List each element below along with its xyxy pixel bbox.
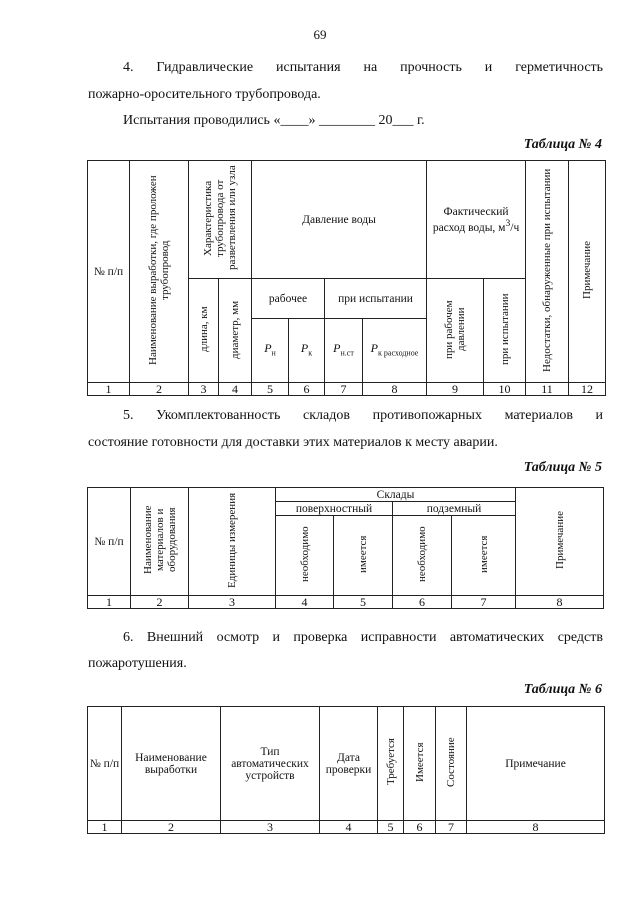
t5-header-underground-available: имеется [452, 516, 516, 596]
t6-header-state: Состояние [436, 707, 467, 821]
section5-line1: 5. Укомплектованность складов противопожарных материалов и [123, 408, 604, 423]
t4-header-p-krash: $P_{к расходное}$ [363, 319, 427, 383]
t4-header-working: рабочее [252, 279, 325, 319]
t6-header-num: № п/п [88, 707, 122, 821]
t5-header-note: Примечание [516, 488, 604, 596]
t6-header-required: Требуется [378, 707, 404, 821]
section4-line1: 4. Гидравлические испытания на прочность и герметичность [123, 60, 604, 75]
table6 [87, 706, 605, 834]
t5-header-surface: поверхностный [276, 502, 393, 516]
t5-header-underground: подземный [393, 502, 516, 516]
t5-header-name: Наименование материалов и оборудования [131, 488, 189, 596]
table5 [87, 487, 604, 609]
page-number: 69 [313, 27, 327, 42]
t5-header-unit: Единицы измерения [189, 488, 276, 596]
t4-header-characteristic: Характеристика трубопровода от разветвления или узла [189, 161, 252, 279]
t4-header-num: № п/п [88, 161, 130, 383]
t4-header-note: Примечание [569, 161, 606, 383]
section4-line2: пожарно-оросительного трубопровода. [88, 87, 321, 102]
t5-header-num: № п/п [88, 488, 131, 596]
table4 [87, 160, 606, 396]
t6-header-name: Наименование выработки [122, 707, 221, 821]
section6-line2: пожаротушения. [88, 656, 187, 671]
t5-header-underground-required: необходимо [393, 516, 452, 596]
t4-header-length: длина, км [189, 279, 219, 383]
t4-header-defects: Недостатки, обнаруженные при испытании [526, 161, 569, 383]
t4-numbers-row: 1 2 3 4 5 6 7 8 9 10 11 12 [88, 383, 606, 396]
t6-header-type: Тип автоматических устройств [221, 707, 320, 821]
t4-header-p-k: $P_к$ [289, 319, 325, 383]
t4-header-pressure: Давление воды [252, 161, 427, 279]
t6-numbers-row: 1 2 3 4 5 6 7 8 [88, 821, 605, 834]
section5-line2: состояние готовности для доставки этих материалов к месту аварии. [88, 435, 498, 450]
t4-header-p-n: $P_н$ [252, 319, 289, 383]
t4-header-diameter: диаметр, мм [219, 279, 252, 383]
t5-header-warehouses: Склады [276, 488, 516, 502]
table5-caption: Таблица № 5 [523, 460, 602, 475]
t4-header-flow-testing: при испытании [484, 279, 526, 383]
t5-header-surface-available: имеется [334, 516, 393, 596]
section6-line1: 6. Внешний осмотр и проверка исправности автоматических средств [123, 630, 603, 645]
t4-header-p-nst: $P_{н.ст}$ [325, 319, 363, 383]
table6-caption: Таблица № 6 [523, 682, 602, 697]
t5-header-surface-required: необходимо [276, 516, 334, 596]
t6-header-note: Примечание [467, 707, 605, 821]
t4-header-testing: при испытании [325, 279, 427, 319]
t5-numbers-row: 1 2 3 4 5 6 7 8 [88, 596, 604, 609]
table4-caption: Таблица № 4 [523, 137, 602, 152]
t6-header-available: Имеется [404, 707, 436, 821]
t4-header-flow: Фактический расход воды, $м^3/ч$ [427, 161, 526, 279]
t4-header-flow-working: при рабочем давлении [427, 279, 484, 383]
t6-header-date: Дата проверки [320, 707, 378, 821]
section4-line3: Испытания проводились «____» ________ 20___ г. [123, 113, 425, 128]
t4-header-name: Наименование выработки, где проложен трубопровод [130, 161, 189, 383]
